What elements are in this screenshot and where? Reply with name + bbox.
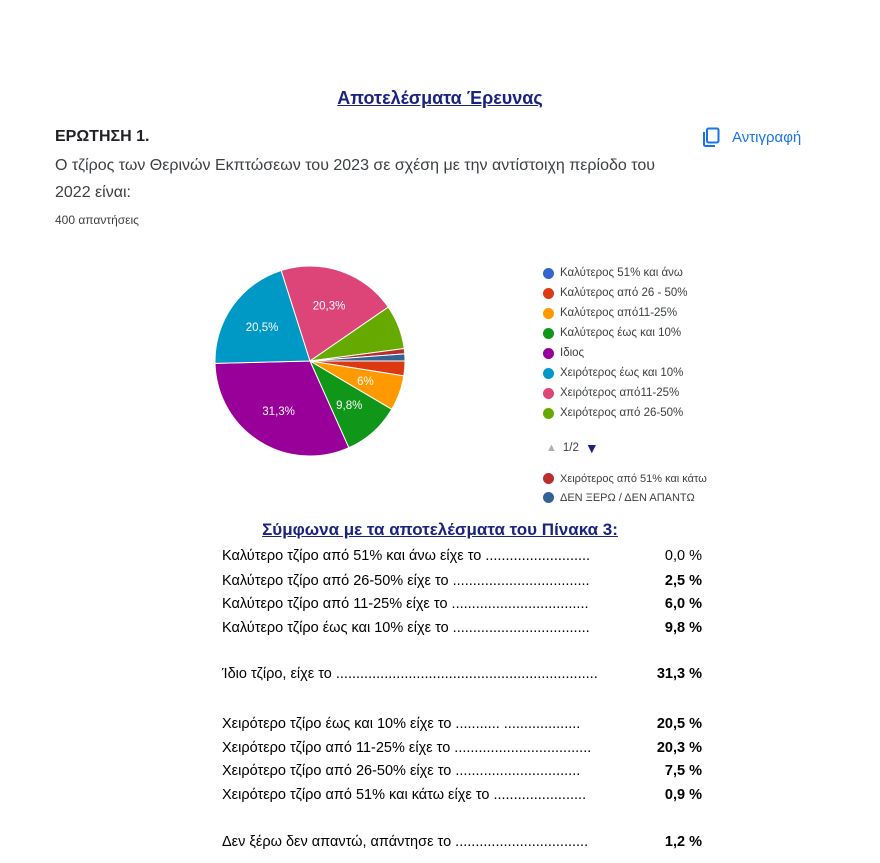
chart-legend-page2 xyxy=(543,469,707,507)
summary-row xyxy=(222,596,702,612)
legend-pager xyxy=(546,440,599,456)
summary-row-label: Χειρότερο τζίρο από 26-50% είχε το ............................... xyxy=(222,763,581,779)
page-title: Αποτελέσματα Έρευνας xyxy=(337,88,543,108)
legend-item xyxy=(543,303,688,323)
legend-item xyxy=(543,488,707,507)
legend-item xyxy=(543,403,688,423)
summary-row-label: Ίδιο τζίρο, είχε το ................................................................. xyxy=(222,666,598,682)
legend-swatch xyxy=(543,473,554,484)
summary-title: Σύμφωνα με τα αποτελέσματα του Πίνακα 3: xyxy=(262,520,618,539)
legend-item xyxy=(543,343,688,363)
summary-row-label: Καλύτερο τζίρο έως και 10% είχε το .................................. xyxy=(222,620,590,636)
summary-row xyxy=(222,573,702,589)
summary-row-value: 9,8 % xyxy=(664,620,702,636)
summary-row-value: 6,0 % xyxy=(664,596,702,612)
legend-swatch xyxy=(543,368,554,379)
legend-item xyxy=(543,383,688,403)
legend-item xyxy=(543,283,688,303)
legend-swatch xyxy=(543,348,554,359)
summary-row xyxy=(222,620,702,636)
legend-swatch xyxy=(543,288,554,299)
response-count: 400 απαντήσεις xyxy=(55,213,139,227)
pie-chart xyxy=(205,256,415,466)
summary-row xyxy=(222,666,702,682)
summary-row xyxy=(222,548,702,564)
pie-slice-label: 31,3% xyxy=(262,405,295,418)
legend-swatch xyxy=(543,328,554,339)
summary-row-label: Χειρότερο τζίρο από 11-25% είχε το .................................. xyxy=(222,740,592,756)
legend-label: Καλύτερος 51% και άνω xyxy=(560,267,683,279)
legend-label: Καλύτερος έως και 10% xyxy=(560,327,682,339)
summary-row-value: 0,9 % xyxy=(664,787,702,803)
summary-row-value: 20,3 % xyxy=(656,740,702,756)
summary-row xyxy=(222,740,702,756)
summary-row-value: 7,5 % xyxy=(664,763,702,779)
legend-label: Καλύτερος από 26 - 50% xyxy=(560,287,688,299)
legend-swatch xyxy=(543,268,554,279)
legend-label: Χειρότερος έως και 10% xyxy=(560,367,684,379)
pie-slice-label: 20,3% xyxy=(312,300,346,313)
legend-prev-icon[interactable]: ▲ xyxy=(546,442,557,454)
legend-swatch xyxy=(543,308,554,319)
question-label: ΕΡΩΤΗΣΗ 1. xyxy=(55,128,150,145)
summary-row-label: Δεν ξέρω δεν απαντώ, απάντησε το ................................. xyxy=(222,834,589,850)
summary-row-value: 0,0 % xyxy=(664,548,702,564)
summary-row xyxy=(222,834,702,850)
legend-swatch xyxy=(543,492,554,503)
summary-row xyxy=(222,763,702,779)
question-text: Ο τζίρος των Θερινών Εκπτώσεων του 2023 σε σχέση με την αντίστοιχη περίοδο του 2022 είναι: xyxy=(55,157,655,201)
legend-swatch xyxy=(543,408,554,419)
legend-item xyxy=(543,263,688,283)
legend-item xyxy=(543,363,688,383)
legend-label: Χειρότερος από 51% και κάτω xyxy=(560,472,707,485)
pie-slice-label: 20,5% xyxy=(245,321,279,334)
legend-item xyxy=(543,323,688,343)
summary-row xyxy=(222,716,702,732)
pie-slice-label: 6% xyxy=(357,375,374,388)
chart-legend xyxy=(543,263,688,423)
copy-icon xyxy=(702,127,720,147)
summary-row-label: Χειρότερο τζίρο έως και 10% είχε το ........... ................... xyxy=(222,716,581,732)
legend-label: Ιδιος xyxy=(560,347,585,359)
legend-page: 1/2 xyxy=(562,442,579,454)
legend-label: Χειρότερος από11-25% xyxy=(560,387,680,399)
summary-row-value: 2,5 % xyxy=(664,573,702,589)
summary-row-value: 1,2 % xyxy=(664,834,702,850)
legend-label: Χειρότερος από 26-50% xyxy=(560,407,684,419)
legend-item xyxy=(543,469,707,488)
summary-row-label: Χειρότερο τζίρο από 51% και κάτω είχε το ....................... xyxy=(222,787,587,803)
summary-row-value: 20,5 % xyxy=(656,716,702,732)
copy-button[interactable] xyxy=(702,127,801,147)
pie-slice-label: 9,8% xyxy=(336,399,363,412)
legend-label: Καλύτερος από11-25% xyxy=(560,307,678,319)
summary-row-label: Καλύτερο τζίρο από 26-50% είχε το .................................. xyxy=(222,573,590,589)
summary-row-value: 31,3 % xyxy=(656,666,702,682)
legend-label: ΔΕΝ ΞΕΡΩ / ΔΕΝ ΑΠΑΝΤΩ xyxy=(560,491,695,504)
summary-row-label: Καλύτερο τζίρο από 11-25% είχε το .................................. xyxy=(222,596,589,612)
legend-next-icon[interactable]: ▼ xyxy=(584,440,599,456)
legend-swatch xyxy=(543,388,554,399)
summary-row xyxy=(222,787,702,803)
summary-row-label: Καλύτερο τζίρο από 51% και άνω είχε το .......................... xyxy=(222,548,591,564)
copy-label: Αντιγραφή xyxy=(732,128,802,146)
